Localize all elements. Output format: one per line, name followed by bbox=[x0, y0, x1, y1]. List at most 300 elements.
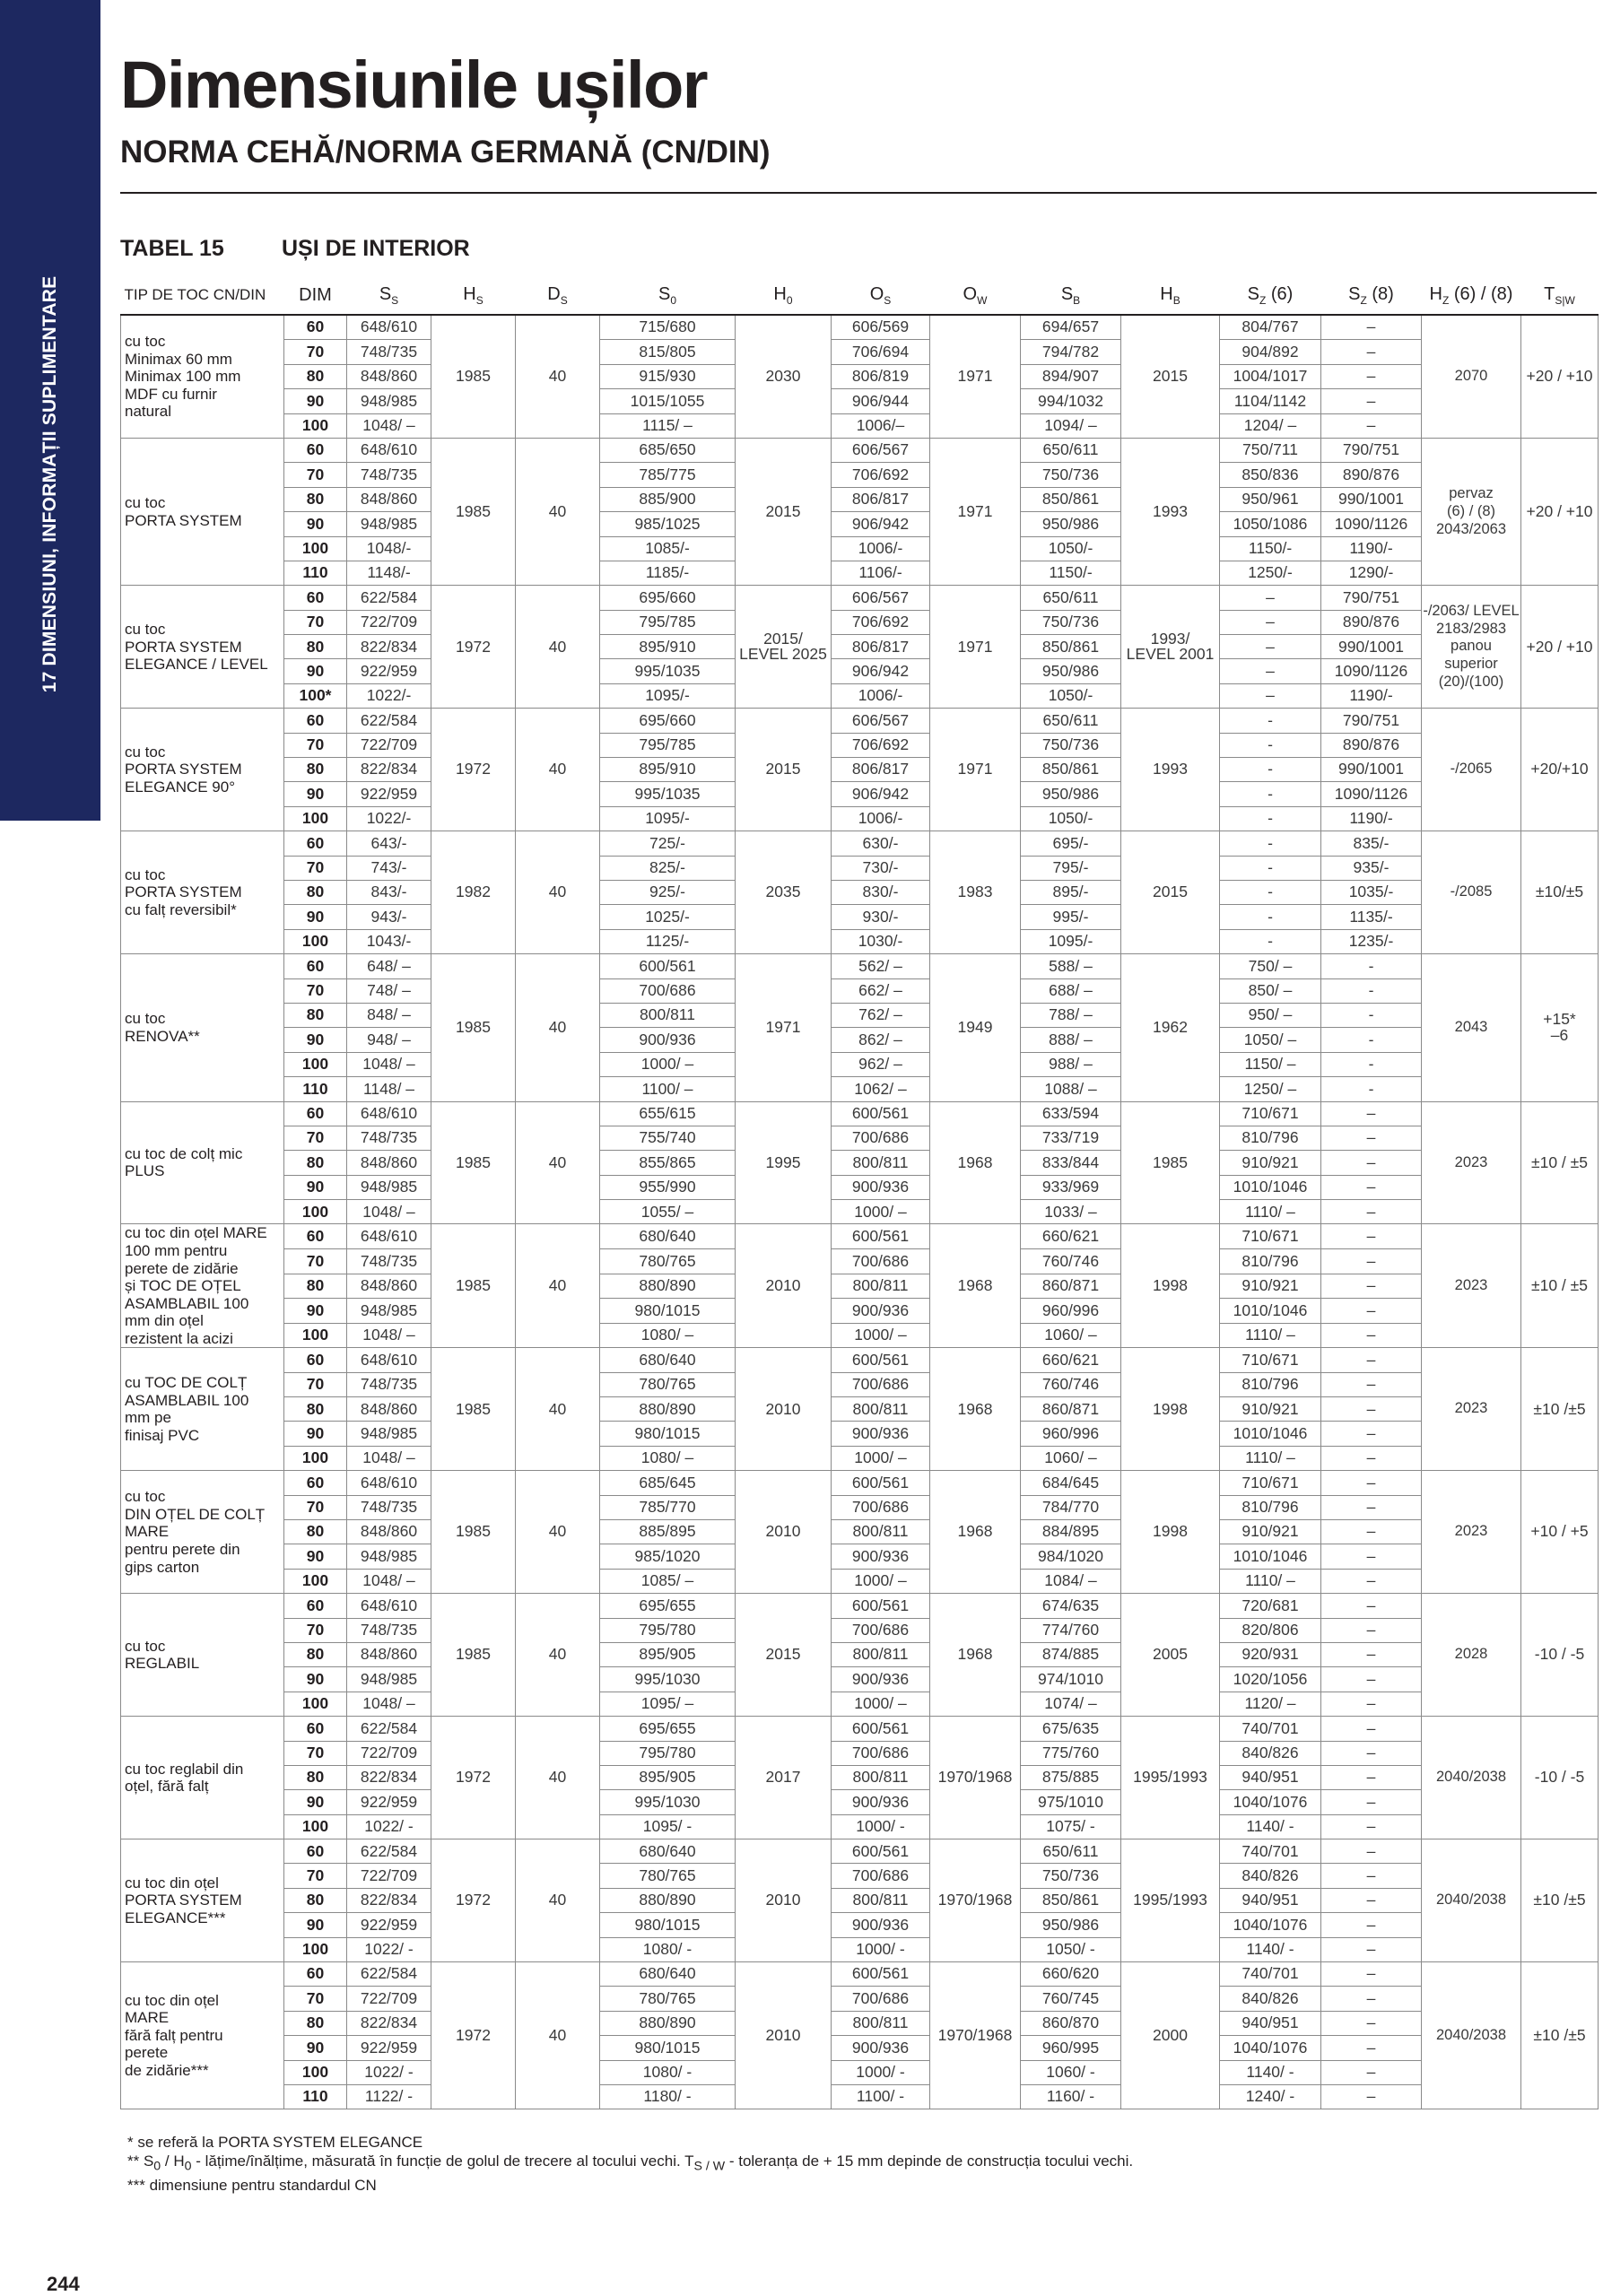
title-divider bbox=[120, 192, 1597, 194]
s0-cell: 680/640 bbox=[600, 1962, 736, 1987]
dim-cell: 100 bbox=[284, 1692, 347, 1716]
page-number: 244 bbox=[47, 2273, 80, 2295]
sb-cell: 1060/ – bbox=[1021, 1446, 1121, 1470]
ss-cell: 922/959 bbox=[347, 1913, 431, 1937]
ow-cell: 1971 bbox=[930, 438, 1021, 585]
sz6-cell: 1140/ - bbox=[1220, 2060, 1321, 2084]
table-row bbox=[121, 1299, 1599, 1324]
tsw-cell: ±10 /±5 bbox=[1521, 1839, 1599, 1962]
ss-cell: 722/709 bbox=[347, 1864, 431, 1888]
ss-cell: 948/985 bbox=[347, 512, 431, 536]
ss-cell: 748/735 bbox=[347, 1495, 431, 1519]
s0-cell: 800/811 bbox=[600, 1003, 736, 1027]
sz8-cell: 1090/1126 bbox=[1321, 659, 1422, 683]
footnotes bbox=[127, 2133, 1133, 2195]
h0-cell: 2010 bbox=[736, 1224, 832, 1348]
sz8-cell: – bbox=[1321, 1422, 1422, 1446]
ds-cell: 40 bbox=[516, 586, 600, 709]
sz8-cell: - bbox=[1321, 978, 1422, 1003]
sz8-cell: – bbox=[1321, 1224, 1422, 1249]
os-cell: 1000/ - bbox=[832, 1814, 930, 1839]
h0-cell: 2035 bbox=[736, 831, 832, 954]
dim-cell: 100 bbox=[284, 806, 347, 831]
s0-cell: 685/650 bbox=[600, 438, 736, 462]
dim-cell: 60 bbox=[284, 438, 347, 462]
tsw-cell: +20 / +10 bbox=[1521, 586, 1599, 709]
dim-cell: 70 bbox=[284, 1249, 347, 1274]
table-row bbox=[121, 1864, 1599, 1888]
table-row bbox=[121, 1372, 1599, 1396]
sz8-cell: 1235/- bbox=[1321, 929, 1422, 953]
os-cell: 800/811 bbox=[832, 1765, 930, 1789]
ss-cell: 1048/ – bbox=[347, 1200, 431, 1224]
sz8-cell: 890/876 bbox=[1321, 610, 1422, 634]
table-row bbox=[121, 758, 1599, 782]
hb-cell: 2015 bbox=[1121, 315, 1220, 438]
table-row bbox=[121, 683, 1599, 708]
s0-cell: 695/660 bbox=[600, 709, 736, 733]
tsw-cell: +15* –6 bbox=[1521, 954, 1599, 1101]
ow-cell: 1968 bbox=[930, 1101, 1021, 1224]
hb-cell: 2005 bbox=[1121, 1594, 1220, 1717]
s0-cell: 795/780 bbox=[600, 1618, 736, 1642]
frame-type-cell: cu toc din oțel PORTA SYSTEM ELEGANCE*** bbox=[121, 1839, 284, 1962]
ss-cell: 848/860 bbox=[347, 1520, 431, 1544]
hz-cell: 2028 bbox=[1422, 1594, 1521, 1717]
dim-cell: 90 bbox=[284, 1913, 347, 1937]
sz8-cell: – bbox=[1321, 1348, 1422, 1372]
sz6-cell: 1140/ - bbox=[1220, 1814, 1321, 1839]
dim-cell: 100 bbox=[284, 1446, 347, 1470]
tsw-cell: +10 / +5 bbox=[1521, 1471, 1599, 1594]
ss-cell: 1148/ – bbox=[347, 1077, 431, 1101]
sz6-cell: 710/671 bbox=[1220, 1101, 1321, 1126]
dim-cell: 70 bbox=[284, 1618, 347, 1642]
sz8-cell: – bbox=[1321, 1864, 1422, 1888]
ds-cell: 40 bbox=[516, 954, 600, 1101]
sz6-cell: - bbox=[1220, 758, 1321, 782]
s0-cell: 1095/- bbox=[600, 806, 736, 831]
sb-cell: 860/871 bbox=[1021, 1397, 1121, 1422]
table-row bbox=[121, 1224, 1599, 1249]
sz6-cell: 1250/ – bbox=[1220, 1077, 1321, 1101]
ds-cell: 40 bbox=[516, 1717, 600, 1839]
s0-cell: 695/660 bbox=[600, 586, 736, 610]
dim-cell: 90 bbox=[284, 782, 347, 806]
column-header: $H_B$ bbox=[1121, 276, 1220, 315]
table-row bbox=[121, 831, 1599, 856]
sb-cell: 795/- bbox=[1021, 856, 1121, 880]
sz6-cell: 804/767 bbox=[1220, 315, 1321, 340]
ss-cell: 822/834 bbox=[347, 758, 431, 782]
sz6-cell: 1010/1046 bbox=[1220, 1544, 1321, 1569]
sz8-cell: – bbox=[1321, 1471, 1422, 1495]
ss-cell: 848/860 bbox=[347, 1151, 431, 1175]
sb-cell: 1033/ – bbox=[1021, 1200, 1121, 1224]
ss-cell: 848/860 bbox=[347, 364, 431, 388]
sz8-cell: – bbox=[1321, 1274, 1422, 1299]
door-dimensions-table bbox=[120, 276, 1599, 2109]
sz6-cell: 810/796 bbox=[1220, 1495, 1321, 1519]
column-header: TIP DE TOC CN/DIN bbox=[121, 276, 284, 315]
ow-cell: 1970/1968 bbox=[930, 1839, 1021, 1962]
sz6-cell: - bbox=[1220, 709, 1321, 733]
sz8-cell: – bbox=[1321, 1446, 1422, 1470]
sb-cell: 1088/ – bbox=[1021, 1077, 1121, 1101]
h0-cell: 2010 bbox=[736, 1839, 832, 1962]
sz8-cell: 935/- bbox=[1321, 856, 1422, 880]
sz6-cell: 740/701 bbox=[1220, 1717, 1321, 1741]
os-cell: 1000/ – bbox=[832, 1446, 930, 1470]
s0-cell: 980/1015 bbox=[600, 1422, 736, 1446]
table-row bbox=[121, 1717, 1599, 1741]
frame-type-cell: cu toc din oțel MARE fără falț pentru perete de zidărie*** bbox=[121, 1962, 284, 2109]
dim-cell: 80 bbox=[284, 1397, 347, 1422]
s0-cell: 780/765 bbox=[600, 1864, 736, 1888]
dim-cell: 70 bbox=[284, 463, 347, 487]
os-cell: 806/817 bbox=[832, 758, 930, 782]
os-cell: 606/567 bbox=[832, 709, 930, 733]
ss-cell: 1022/ - bbox=[347, 1937, 431, 1961]
s0-cell: 1015/1055 bbox=[600, 389, 736, 413]
s0-cell: 715/680 bbox=[600, 315, 736, 340]
hb-cell: 1993 bbox=[1121, 709, 1220, 831]
ss-cell: 648/610 bbox=[347, 315, 431, 340]
os-cell: 600/561 bbox=[832, 1348, 930, 1372]
hs-cell: 1972 bbox=[431, 709, 516, 831]
h0-cell: 2010 bbox=[736, 1471, 832, 1594]
sz8-cell: – bbox=[1321, 1692, 1422, 1716]
sz6-cell: - bbox=[1220, 831, 1321, 856]
s0-cell: 795/780 bbox=[600, 1741, 736, 1765]
sz8-cell: - bbox=[1321, 1077, 1422, 1101]
sb-cell: 1074/ – bbox=[1021, 1692, 1121, 1716]
table-row bbox=[121, 1544, 1599, 1569]
sz6-cell: 1050/1086 bbox=[1220, 512, 1321, 536]
dim-cell: 70 bbox=[284, 1741, 347, 1765]
sz8-cell: – bbox=[1321, 1569, 1422, 1593]
column-header: $S_Z$ (8) bbox=[1321, 276, 1422, 315]
h0-cell: 2015 bbox=[736, 1594, 832, 1717]
os-cell: 906/942 bbox=[832, 512, 930, 536]
table-row bbox=[121, 856, 1599, 880]
os-cell: 706/692 bbox=[832, 733, 930, 757]
hs-cell: 1985 bbox=[431, 315, 516, 438]
sb-cell: 695/- bbox=[1021, 831, 1121, 856]
sz8-cell: 790/751 bbox=[1321, 709, 1422, 733]
sz8-cell: 990/1001 bbox=[1321, 635, 1422, 659]
hs-cell: 1982 bbox=[431, 831, 516, 954]
ow-cell: 1968 bbox=[930, 1594, 1021, 1717]
table-row bbox=[121, 438, 1599, 462]
sz6-cell: 1040/1076 bbox=[1220, 1913, 1321, 1937]
dim-cell: 100* bbox=[284, 683, 347, 708]
s0-cell: 995/1035 bbox=[600, 659, 736, 683]
table-row bbox=[121, 1471, 1599, 1495]
ds-cell: 40 bbox=[516, 1348, 600, 1471]
tsw-cell: ±10 / ±5 bbox=[1521, 1101, 1599, 1224]
h0-cell: 2017 bbox=[736, 1717, 832, 1839]
sz6-cell: 1104/1142 bbox=[1220, 389, 1321, 413]
table-row bbox=[121, 929, 1599, 953]
sb-cell: 788/ – bbox=[1021, 1003, 1121, 1027]
sz8-cell: – bbox=[1321, 340, 1422, 364]
page-subtitle: NORMA CEHĂ/NORMA GERMANĂ (CN/DIN) bbox=[120, 135, 771, 170]
ss-cell: 822/834 bbox=[347, 635, 431, 659]
dim-cell: 70 bbox=[284, 1864, 347, 1888]
sz6-cell: 720/681 bbox=[1220, 1594, 1321, 1618]
table-row bbox=[121, 1126, 1599, 1150]
sz6-cell: – bbox=[1220, 659, 1321, 683]
os-cell: 662/ – bbox=[832, 978, 930, 1003]
os-cell: 700/686 bbox=[832, 1495, 930, 1519]
column-header: $T_{S|W}$ bbox=[1521, 276, 1599, 315]
sz8-cell: – bbox=[1321, 1987, 1422, 2011]
sz6-cell: 1040/1076 bbox=[1220, 1790, 1321, 1814]
s0-cell: 1055/ – bbox=[600, 1200, 736, 1224]
ss-cell: 948/985 bbox=[347, 1175, 431, 1199]
hs-cell: 1972 bbox=[431, 586, 516, 709]
table-row bbox=[121, 1446, 1599, 1470]
sb-cell: 894/907 bbox=[1021, 364, 1121, 388]
sb-cell: 674/635 bbox=[1021, 1594, 1121, 1618]
table-row bbox=[121, 1052, 1599, 1076]
table-row bbox=[121, 1888, 1599, 1912]
s0-cell: 1115/ – bbox=[600, 413, 736, 438]
sb-cell: 1050/- bbox=[1021, 806, 1121, 831]
dim-cell: 80 bbox=[284, 1274, 347, 1299]
dim-cell: 60 bbox=[284, 1717, 347, 1741]
table-row bbox=[121, 1594, 1599, 1618]
table-row bbox=[121, 1765, 1599, 1789]
os-cell: 600/561 bbox=[832, 1594, 930, 1618]
table-row bbox=[121, 487, 1599, 511]
table-row bbox=[121, 586, 1599, 610]
sb-cell: 775/760 bbox=[1021, 1741, 1121, 1765]
os-cell: 906/942 bbox=[832, 659, 930, 683]
os-cell: 1006/- bbox=[832, 806, 930, 831]
dim-cell: 80 bbox=[284, 1520, 347, 1544]
os-cell: 830/- bbox=[832, 880, 930, 904]
s0-cell: 780/765 bbox=[600, 1372, 736, 1396]
table-row bbox=[121, 2060, 1599, 2084]
dim-cell: 60 bbox=[284, 1839, 347, 1864]
table-row bbox=[121, 1323, 1599, 1348]
ss-cell: 648/610 bbox=[347, 438, 431, 462]
sz6-cell: - bbox=[1220, 929, 1321, 953]
s0-cell: 880/890 bbox=[600, 1274, 736, 1299]
ss-cell: 1148/- bbox=[347, 561, 431, 585]
column-header: $D_S$ bbox=[516, 276, 600, 315]
os-cell: 600/561 bbox=[832, 1101, 930, 1126]
hz-cell: 2040/2038 bbox=[1422, 1962, 1521, 2109]
sz6-cell: 940/951 bbox=[1220, 2011, 1321, 2035]
sb-cell: 974/1010 bbox=[1021, 1667, 1121, 1692]
table-row bbox=[121, 1397, 1599, 1422]
ss-cell: 848/860 bbox=[347, 487, 431, 511]
s0-cell: 1025/- bbox=[600, 905, 736, 929]
ss-cell: 848/860 bbox=[347, 1274, 431, 1299]
os-cell: 700/686 bbox=[832, 1249, 930, 1274]
os-cell: 600/561 bbox=[832, 1962, 930, 1987]
sz6-cell: 1250/- bbox=[1220, 561, 1321, 585]
table-row bbox=[121, 635, 1599, 659]
sb-cell: 660/621 bbox=[1021, 1348, 1121, 1372]
sb-cell: 688/ – bbox=[1021, 978, 1121, 1003]
sz6-cell: – bbox=[1220, 635, 1321, 659]
dim-cell: 100 bbox=[284, 2060, 347, 2084]
table-row bbox=[121, 782, 1599, 806]
sb-cell: 588/ – bbox=[1021, 954, 1121, 978]
sb-cell: 960/996 bbox=[1021, 1422, 1121, 1446]
ss-cell: 1022/ - bbox=[347, 1814, 431, 1839]
os-cell: 706/692 bbox=[832, 610, 930, 634]
sz8-cell: – bbox=[1321, 1126, 1422, 1150]
table-row bbox=[121, 1790, 1599, 1814]
s0-cell: 785/775 bbox=[600, 463, 736, 487]
sb-cell: 633/594 bbox=[1021, 1101, 1121, 1126]
sz8-cell: – bbox=[1321, 1814, 1422, 1839]
sb-cell: 1094/ – bbox=[1021, 413, 1121, 438]
sz6-cell: 1240/ - bbox=[1220, 2085, 1321, 2109]
dim-cell: 60 bbox=[284, 709, 347, 733]
h0-cell: 2010 bbox=[736, 1348, 832, 1471]
dim-cell: 60 bbox=[284, 831, 347, 856]
table-row bbox=[121, 1101, 1599, 1126]
sz8-cell: – bbox=[1321, 2036, 1422, 2060]
h0-cell: 2015/ LEVEL 2025 bbox=[736, 586, 832, 709]
table-row bbox=[121, 1520, 1599, 1544]
sz8-cell: – bbox=[1321, 1175, 1422, 1199]
table-row bbox=[121, 610, 1599, 634]
s0-cell: 855/865 bbox=[600, 1151, 736, 1175]
s0-cell: 1085/ – bbox=[600, 1569, 736, 1593]
sz8-cell: 1135/- bbox=[1321, 905, 1422, 929]
dim-cell: 80 bbox=[284, 880, 347, 904]
s0-cell: 755/740 bbox=[600, 1126, 736, 1150]
s0-cell: 985/1020 bbox=[600, 1544, 736, 1569]
sz8-cell: 890/876 bbox=[1321, 733, 1422, 757]
s0-cell: 815/805 bbox=[600, 340, 736, 364]
sz6-cell: 740/701 bbox=[1220, 1839, 1321, 1864]
sb-cell: 750/736 bbox=[1021, 1864, 1121, 1888]
hs-cell: 1972 bbox=[431, 1962, 516, 2109]
s0-cell: 1085/- bbox=[600, 536, 736, 561]
ss-cell: 748/ – bbox=[347, 978, 431, 1003]
sz6-cell: 910/921 bbox=[1220, 1520, 1321, 1544]
ss-cell: 848/860 bbox=[347, 1642, 431, 1666]
sz6-cell: 940/951 bbox=[1220, 1888, 1321, 1912]
h0-cell: 1971 bbox=[736, 954, 832, 1101]
os-cell: 1006/- bbox=[832, 536, 930, 561]
tsw-cell: +20/+10 bbox=[1521, 709, 1599, 831]
hz-cell: 2023 bbox=[1422, 1471, 1521, 1594]
hb-cell: 1995/1993 bbox=[1121, 1839, 1220, 1962]
sb-cell: 850/861 bbox=[1021, 758, 1121, 782]
s0-cell: 1080/ – bbox=[600, 1446, 736, 1470]
sb-cell: 1050/ - bbox=[1021, 1937, 1121, 1961]
sz8-cell: 1090/1126 bbox=[1321, 782, 1422, 806]
sz8-cell: 990/1001 bbox=[1321, 487, 1422, 511]
sb-cell: 794/782 bbox=[1021, 340, 1121, 364]
frame-type-cell: cu toc reglabil din oțel, fără falț bbox=[121, 1717, 284, 1839]
hz-cell: -/2063/ LEVEL 2183/2983 panou superior (20)/(100) bbox=[1422, 586, 1521, 709]
table-row bbox=[121, 561, 1599, 585]
os-cell: 900/936 bbox=[832, 1175, 930, 1199]
ss-cell: 943/- bbox=[347, 905, 431, 929]
sb-cell: 750/736 bbox=[1021, 733, 1121, 757]
dim-cell: 60 bbox=[284, 1101, 347, 1126]
sb-cell: 660/620 bbox=[1021, 1962, 1121, 1987]
hb-cell: 1993/ LEVEL 2001 bbox=[1121, 586, 1220, 709]
tsw-cell: ±10 /±5 bbox=[1521, 1962, 1599, 2109]
dim-cell: 80 bbox=[284, 2011, 347, 2035]
sb-cell: 950/986 bbox=[1021, 659, 1121, 683]
dim-cell: 110 bbox=[284, 1077, 347, 1101]
sz8-cell: – bbox=[1321, 1790, 1422, 1814]
s0-cell: 680/640 bbox=[600, 1839, 736, 1864]
sz8-cell: 890/876 bbox=[1321, 463, 1422, 487]
os-cell: 1000/ - bbox=[832, 1937, 930, 1961]
ds-cell: 40 bbox=[516, 1471, 600, 1594]
sb-cell: 994/1032 bbox=[1021, 389, 1121, 413]
column-header: $S_B$ bbox=[1021, 276, 1121, 315]
ss-cell: 648/610 bbox=[347, 1348, 431, 1372]
sz8-cell: – bbox=[1321, 1101, 1422, 1126]
sz8-cell: – bbox=[1321, 1642, 1422, 1666]
sz6-cell: 920/931 bbox=[1220, 1642, 1321, 1666]
os-cell: 600/561 bbox=[832, 1717, 930, 1741]
ds-cell: 40 bbox=[516, 315, 600, 438]
ss-cell: 1122/ - bbox=[347, 2085, 431, 2109]
os-cell: 700/686 bbox=[832, 1741, 930, 1765]
ss-cell: 622/584 bbox=[347, 709, 431, 733]
ss-cell: 748/735 bbox=[347, 1372, 431, 1396]
sz6-cell: – bbox=[1220, 683, 1321, 708]
s0-cell: 885/900 bbox=[600, 487, 736, 511]
s0-cell: 1100/ – bbox=[600, 1077, 736, 1101]
ss-cell: 748/735 bbox=[347, 463, 431, 487]
dim-cell: 60 bbox=[284, 586, 347, 610]
chapter-label: 17 DIMENSIUNI, INFORMAȚII SUPLIMENTARE bbox=[39, 275, 60, 693]
sz8-cell: 1190/- bbox=[1321, 683, 1422, 708]
s0-cell: 995/1035 bbox=[600, 782, 736, 806]
ow-cell: 1971 bbox=[930, 709, 1021, 831]
os-cell: 1000/ – bbox=[832, 1569, 930, 1593]
sz6-cell: 1140/ - bbox=[1220, 1937, 1321, 1961]
sz6-cell: 1010/1046 bbox=[1220, 1299, 1321, 1324]
s0-cell: 895/905 bbox=[600, 1642, 736, 1666]
dim-cell: 90 bbox=[284, 2036, 347, 2060]
sz6-cell: 910/921 bbox=[1220, 1397, 1321, 1422]
sb-cell: 950/986 bbox=[1021, 512, 1121, 536]
sz6-cell: 810/796 bbox=[1220, 1126, 1321, 1150]
sz6-cell: 740/701 bbox=[1220, 1962, 1321, 1987]
table-title: UȘI DE INTERIOR bbox=[282, 236, 470, 261]
ss-cell: 648/ – bbox=[347, 954, 431, 978]
column-header: $O_S$ bbox=[832, 276, 930, 315]
table-row bbox=[121, 2011, 1599, 2035]
os-cell: 806/817 bbox=[832, 635, 930, 659]
ss-cell: 848/ – bbox=[347, 1003, 431, 1027]
table-row bbox=[121, 1839, 1599, 1864]
sb-cell: 760/746 bbox=[1021, 1249, 1121, 1274]
table-row bbox=[121, 1200, 1599, 1224]
h0-cell: 2015 bbox=[736, 438, 832, 585]
ss-cell: 843/- bbox=[347, 880, 431, 904]
ss-cell: 922/959 bbox=[347, 2036, 431, 2060]
sz6-cell: 1110/ – bbox=[1220, 1323, 1321, 1348]
